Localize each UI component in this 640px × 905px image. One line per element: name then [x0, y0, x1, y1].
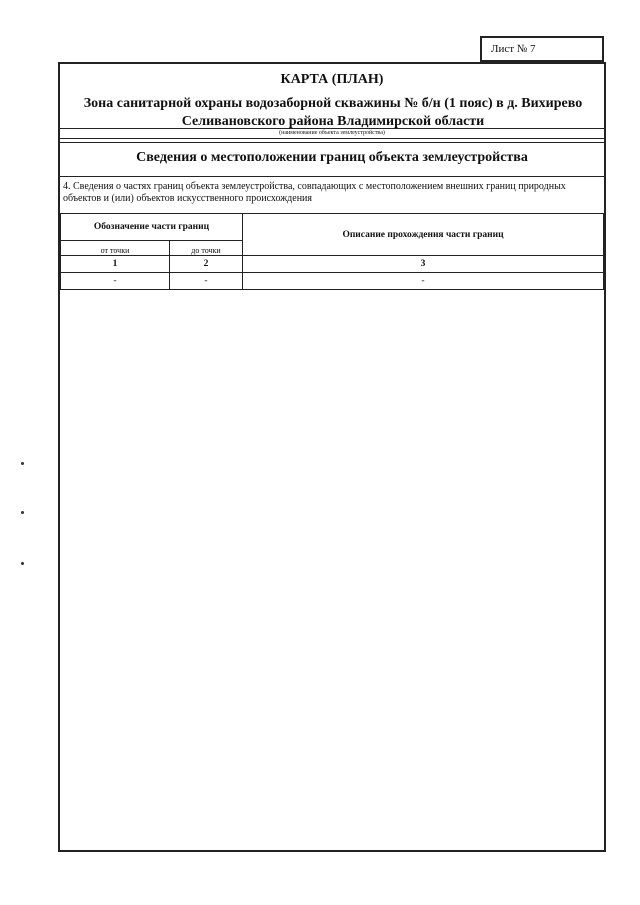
column-number: 2	[170, 256, 243, 273]
header-designation: Обозначение части границ	[61, 214, 243, 241]
table-cell: -	[170, 273, 243, 290]
boundary-parts-table	[60, 213, 604, 290]
table-cell: -	[61, 273, 170, 290]
column-number: 3	[243, 256, 604, 273]
subheader-from-point: от точки	[61, 241, 170, 256]
document-frame	[58, 62, 606, 852]
sheet-number-box	[480, 36, 604, 62]
table-row	[61, 273, 604, 290]
subtitle-line-1: Зона санитарной охраны водозаборной скважины № б/н (1 пояс) в д. Вихирево	[83, 96, 583, 111]
divider	[60, 128, 604, 129]
margin-dot	[21, 462, 24, 465]
section-description: 4. Сведения о частях границ объекта землеустройства, совпадающих с местоположением внешних границ природных объектов и (или) объектов искусственного происхождения	[63, 181, 566, 204]
margin-dot	[21, 511, 24, 514]
subtitle-line-2: Селивановского района Владимирской области	[181, 114, 485, 129]
divider	[60, 176, 604, 177]
document-title: КАРТА (ПЛАН)	[280, 72, 384, 87]
margin-dot	[21, 562, 24, 565]
table-cell: -	[243, 273, 604, 290]
sheet-number: Лист № 7	[491, 43, 536, 55]
section-title: Сведения о местоположении границ объекта землеустройства	[136, 150, 528, 165]
column-number-row	[61, 256, 604, 273]
object-name-caption: (наименование объекта землеустройства)	[279, 130, 385, 136]
subheader-to-point: до точки	[170, 241, 243, 256]
document-subtitle	[66, 95, 600, 131]
header-description: Описание прохождения части границ	[243, 214, 604, 256]
divider	[60, 142, 604, 143]
column-number: 1	[61, 256, 170, 273]
divider	[60, 138, 604, 139]
